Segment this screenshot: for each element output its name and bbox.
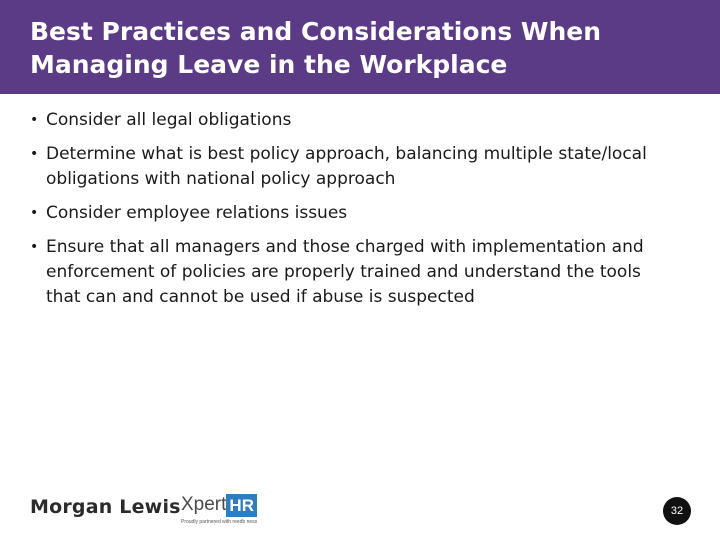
morgan-lewis-logo: Morgan Lewis — [30, 496, 181, 518]
bullet-item — [30, 108, 680, 133]
bullet-list — [30, 108, 680, 319]
page-number-badge: 32 — [663, 497, 691, 525]
xperthr-tagline: Proudly partnered with reedb ness — [181, 519, 258, 525]
bullet-symbol: • — [30, 205, 39, 221]
bullet-text: Determine what is best policy approach, balancing multiple state/local obligations with national policy approach — [46, 144, 647, 189]
bullet-text: Ensure that all managers and those charged with implementation and enforcement of policies are properly trained and understand the tools that can and cannot be used if abuse is suspected — [46, 237, 644, 307]
bullet-item — [30, 201, 680, 226]
title-bar — [0, 0, 720, 94]
xperthr-logo-box: HR — [226, 494, 257, 517]
bullet-symbol: • — [30, 112, 39, 128]
bullet-text: Consider all legal obligations — [46, 110, 292, 130]
xperthr-logo — [181, 494, 257, 528]
bullet-symbol: • — [30, 146, 39, 162]
bullet-item — [30, 142, 680, 192]
slide-title: Best Practices and Considerations When Managing Leave in the Workplace — [30, 17, 602, 79]
bullet-symbol: • — [30, 239, 39, 255]
xperthr-logo-text: Xpert — [181, 494, 227, 515]
bullet-item — [30, 235, 680, 310]
bullet-text: Consider employee relations issues — [46, 203, 348, 223]
